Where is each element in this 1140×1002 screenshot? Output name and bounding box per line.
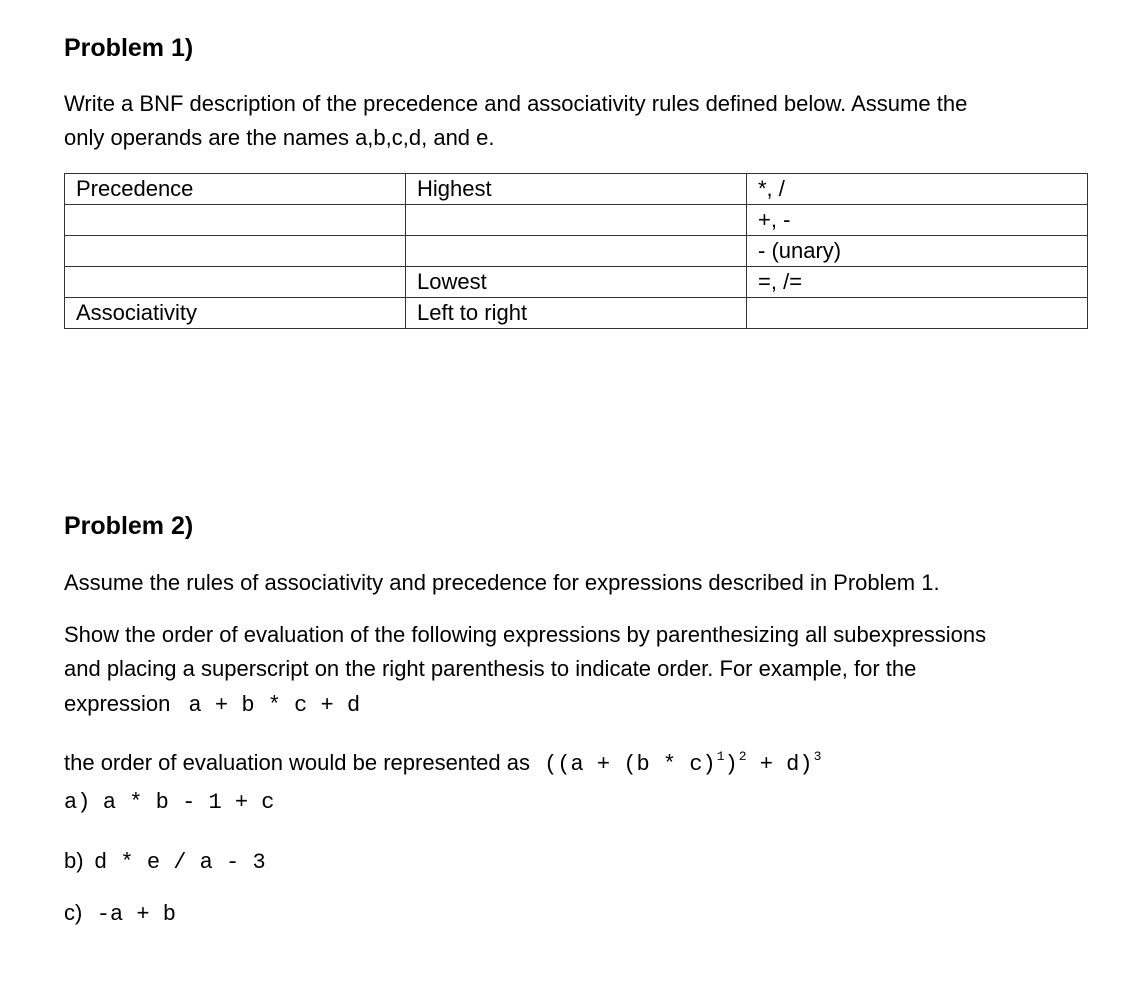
table-cell: *, / (747, 174, 1088, 205)
order-line (64, 740, 821, 782)
item-b-expression: d * e / a - 3 (94, 850, 266, 875)
expression-label: expression (64, 691, 171, 716)
table-row (65, 205, 1088, 236)
item-a-label: a) (64, 790, 91, 815)
problem2-assume: Assume the rules of associativity and precedence for expressions described in Problem 1. (64, 570, 940, 595)
item-c-expression: -a + b (96, 902, 176, 927)
order-expr-part1: ((a + (b * c) (544, 752, 716, 777)
table-cell: Associativity (65, 298, 406, 329)
table-cell: Left to right (406, 298, 747, 329)
problem1-heading: Problem 1) (64, 34, 194, 62)
order-sup-3: 3 (813, 749, 822, 764)
table-row (65, 267, 1088, 298)
order-expr-part3: + d) (746, 752, 813, 777)
problem2-instr-line3 (64, 687, 360, 723)
table-cell (65, 267, 406, 298)
precedence-table (64, 173, 1088, 329)
table-cell (406, 205, 747, 236)
table-cell (65, 236, 406, 267)
order-sup-2: 2 (738, 749, 747, 764)
table-cell: +, - (747, 205, 1088, 236)
order-text: the order of evaluation would be represented as (64, 750, 530, 775)
problem1-intro-line1: Write a BNF description of the precedence and associativity rules defined below. Assume the (64, 91, 968, 116)
table-cell: =, /= (747, 267, 1088, 298)
table-cell (747, 298, 1088, 329)
item-a (64, 790, 275, 815)
table-cell: Highest (406, 174, 747, 205)
order-sup-1: 1 (716, 749, 725, 764)
problem1-intro-line2: only operands are the names a,b,c,d, and e. (64, 125, 495, 150)
item-a-expression: a * b - 1 + c (102, 790, 275, 815)
order-expression (544, 749, 822, 777)
table-cell: - (unary) (747, 236, 1088, 267)
item-c (64, 896, 176, 930)
item-b (64, 844, 266, 878)
item-c-label: c) (64, 900, 83, 925)
problem2-instr-line1: Show the order of evaluation of the following expressions by parenthesizing all subexpressions (64, 622, 987, 647)
order-expr-part2: ) (724, 752, 738, 777)
table-row (65, 236, 1088, 267)
table-row (65, 298, 1088, 329)
table-row (65, 174, 1088, 205)
table-cell: Precedence (65, 174, 406, 205)
item-b-label: b) (64, 848, 84, 873)
table-cell (65, 205, 406, 236)
example-expression: a + b * c + d (188, 693, 361, 718)
problem2-instr-line2: and placing a superscript on the right parenthesis to indicate order. For example, for the (64, 656, 917, 681)
table-cell: Lowest (406, 267, 747, 298)
table-cell (406, 236, 747, 267)
problem2-heading: Problem 2) (64, 512, 194, 540)
